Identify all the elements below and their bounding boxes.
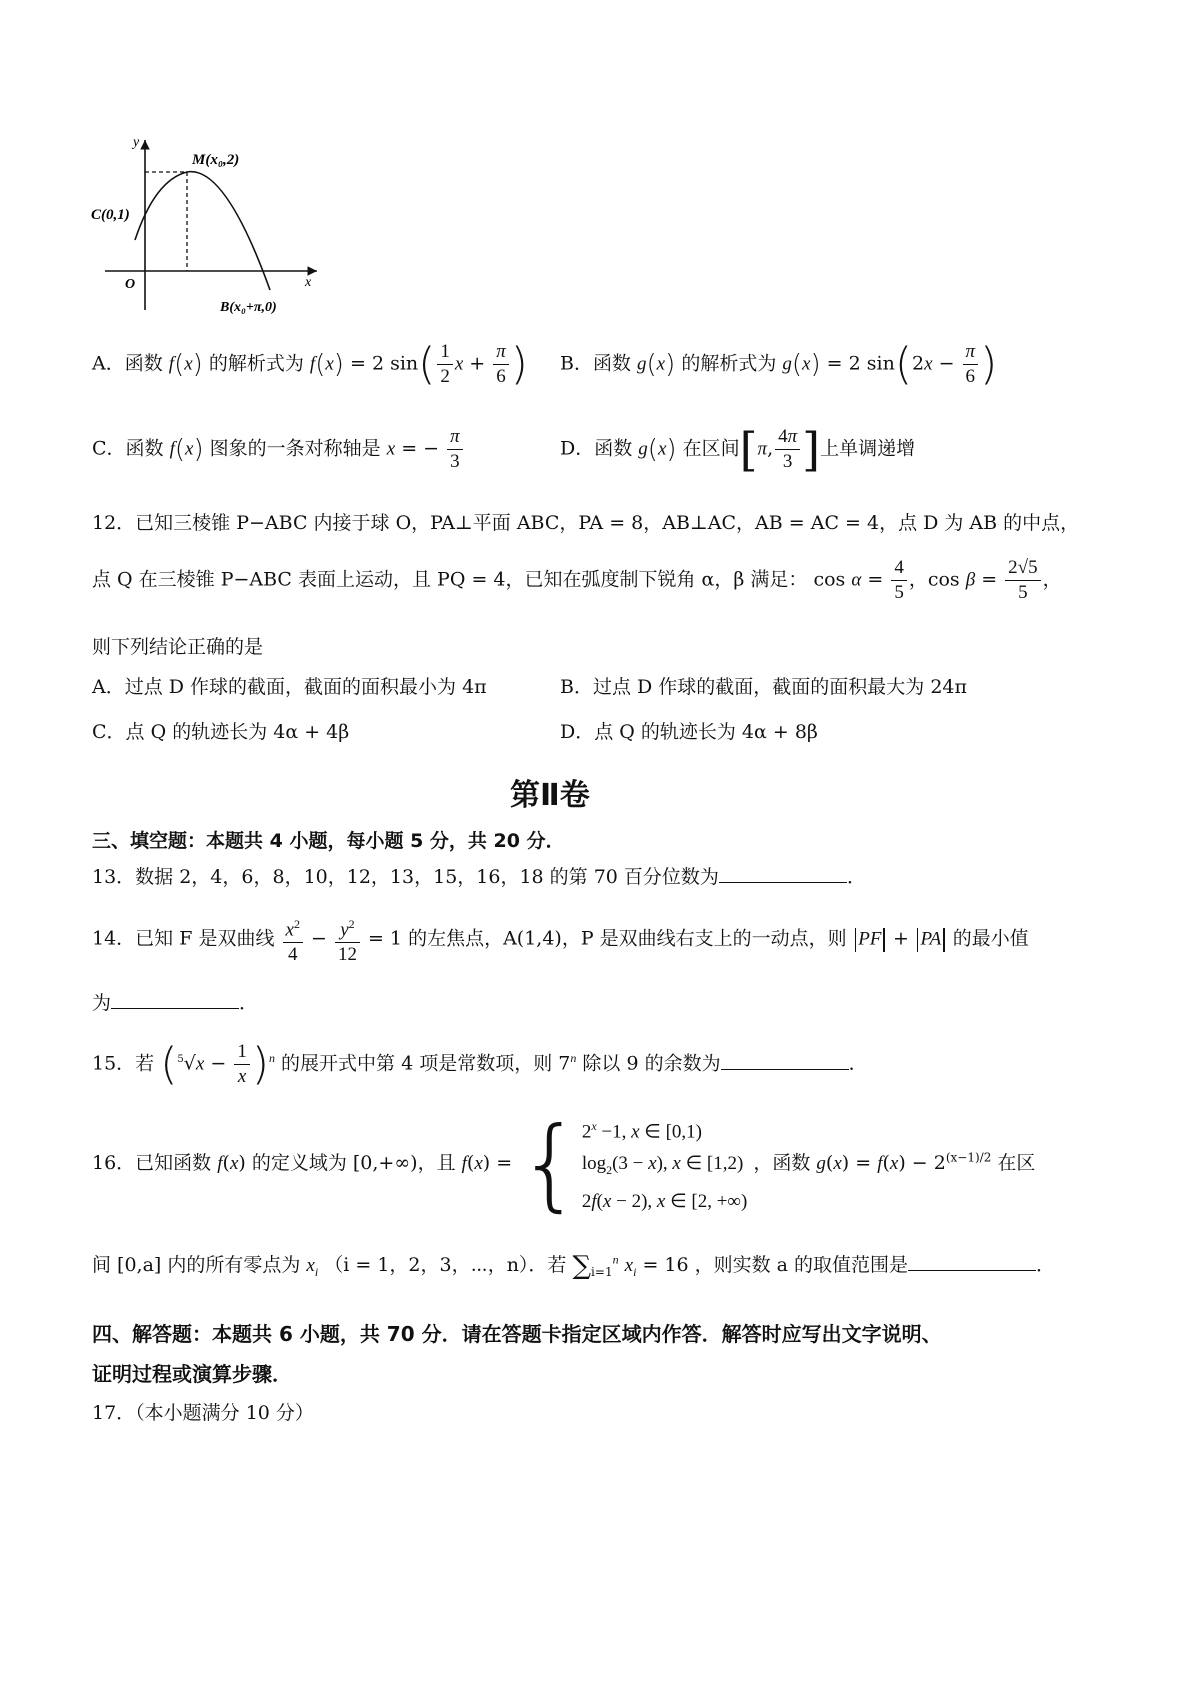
point-b-label: B(x₀+π,0) [220,300,277,315]
q12-option-d: D．点 Q 的轨迹长为 4α + 8β [560,721,818,743]
q11-option-b: B．函数 g(x) 的解析式为 g(x) = 2 sin(2x − $\frac{\pi}{6}$ ) [560,338,998,390]
section-title: 第Ⅱ卷 [510,778,590,813]
q13-answer-blank[interactable] [719,862,847,883]
q16-answer-blank[interactable] [908,1250,1036,1271]
q12-option-a: A．过点 D 作球的截面，截面的面积最小为 4π [92,676,487,698]
q11-option-d: D．函数 g(x) 在区间[π, $\frac{4\pi}{3}$ ]上单调递增 [560,422,916,477]
q16: 16．已知函数 f(x) 的定义域为 [0,+∞)，且 $f(x) = \{2^x -1$, x ∈ [0,1) $\log_2(3 - x)$, x ∈ [1,2) 2f(x − 2), x ∈ [2, +∞) ，函数 $g(x) = f(x) - 2^{(x-1)/2}$ 在区 [92,1105,1036,1223]
point-m-label: M(x₀,2) [192,152,240,168]
y-axis-label: y [133,135,140,150]
q11-option-c: C．函数 f(x) 图象的一条对称轴是 x = − $\frac{\pi}{3}$ [92,425,465,474]
sine-curve [135,172,270,290]
q12-line3: 则下列结论正确的是 [92,636,264,658]
q11-option-a: A．函数 f(x) 的解析式为 f(x) = 2 sin( $\frac{1}{2}$ x + $\frac{\pi}{6}$ ) [92,338,528,390]
q15-answer-blank[interactable] [721,1049,849,1070]
q15: 15．若 ($^5$√x − $\frac{1}{x}$ )$^n$ 的展开式中第 4 项是常数项，则 7$^n$ 除以 9 的余数为 ． [92,1038,868,1090]
q13: 13．数据 2，4，6，8，10，12，13，15，16，18 的第 70 百分位数为 ． [92,862,866,889]
q16-continued: 间 [0,a] 内的所有零点为 $x_i$ （i = 1，2，3，⋯，n）．若 $\sum_{i=1}^n$ $x_i = 16$ ，则实数 a 的取值范围是 ． [92,1251,1056,1281]
q14-continued: 为 ． [92,988,258,1015]
solve-header-line2: 证明过程或演算步骤． [92,1362,292,1386]
q12-option-b: B．过点 D 作球的截面，截面的面积最大为 24π [560,676,967,698]
q12-option-c: C．点 Q 的轨迹长为 4α + 4β [92,721,350,743]
fill-in-header: 三、填空题：本题共 4 小题，每小题 5 分，共 20 分． [92,830,565,852]
q12-line1: 12．已知三棱锥 P−ABC 内接于球 O，PA⊥平面 ABC，PA = 8，AB⊥AC，AB = AC = 4，点 D 为 AB 的中点， [92,512,1080,534]
point-c-label: C(0,1) [91,207,130,223]
q14-answer-blank[interactable] [111,988,239,1009]
q12-line2: 点 Q 在三棱锥 P−ABC 表面上运动，且 PQ = 4，已知在弧度制下锐角 α，β 满足： cos α = $\frac{4}{5}$ ，cos β = $\frac{2√5}{5}$ ， [92,557,1062,603]
x-axis-label: x [305,275,312,290]
function-graph-figure [91,130,335,320]
origin-label: O [125,277,136,292]
solve-header-line1: 四、解答题：本题共 6 小题，共 70 分．请在答题卡指定区域内作答．解答时应写出文字说明、 [92,1322,942,1346]
q17-header: 17．（本小题满分 10 分） [92,1402,314,1424]
q14: 14．已知 F 是双曲线 $\frac{x^2}{4}$ − $\frac{y^2}{12}$ = 1 的左焦点，A(1,4)，P 是双曲线右支上的一动点，则 PF + PA 的最小值 [92,912,1029,967]
